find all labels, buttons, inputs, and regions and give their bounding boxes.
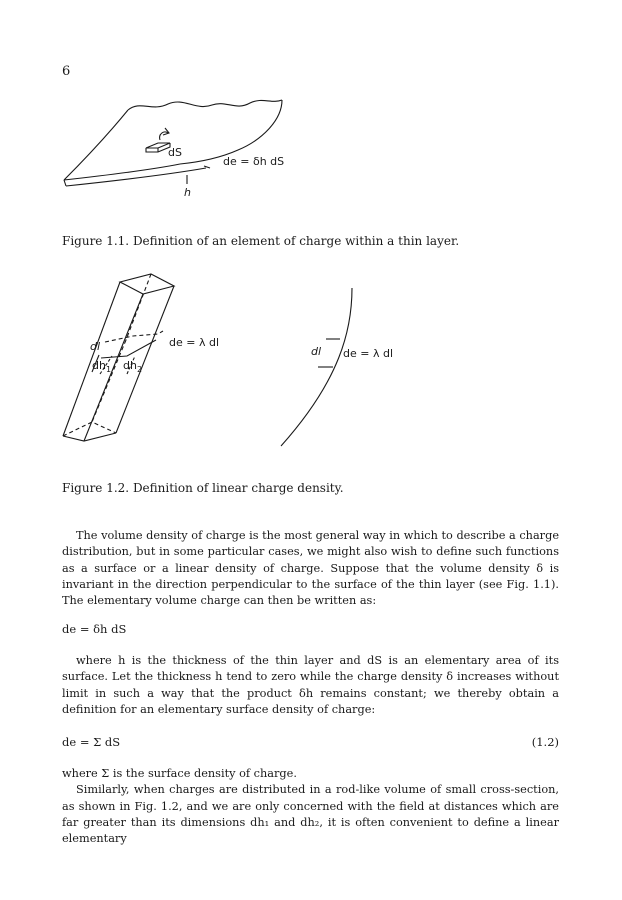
equation-2-text: de = Σ dS [62,735,121,749]
figure-1-2-dh1-label: $dh_1$ [92,359,112,374]
equation-2 [62,735,559,749]
paragraph-4-text: Similarly, when charges are distributed in a rod-like volume of small cross-section, as shown in Fig. 1.2, and we are only concerned with the field at distances which are far greater than its dimensions dh₁ and dh₂, it is often convenient to define a linear elementary [62,783,559,846]
thin-layer-top-edge [128,100,282,110]
figure-1-2-caption: Figure 1.2. Definition of linear charge density. [62,481,344,495]
figure-1-1-caption: Figure 1.1. Definition of an element of charge within a thin layer. [62,234,460,248]
surface-element-box [146,143,170,152]
figure-1-1-ds-label: dS [168,146,182,159]
equation-1-text: de = δh dS [62,622,127,636]
paragraph-1 [62,528,559,609]
paragraph-2 [62,653,559,718]
equation-1 [62,622,559,636]
figure-1-2-dl-right: dl [311,345,322,358]
thin-layer-front-top [64,164,180,180]
figure-1-2-dh2-label: $dh_2$ [123,359,143,374]
page-number: 6 [62,64,71,79]
equation-2-number: (1.2) [531,735,559,749]
paragraph-2-text: where h is the thickness of the thin layer and dS is an elementary area of its surface. Let the thickness h tend to zero while the charge density δ increases without limit in such a way that the product δh remains constant; we thereby obtain a definition for an elementary surface density of charge: [62,654,559,716]
figure-1-2-dl-left: dl [90,340,101,353]
figure-1-2-de-left: de = λ dl [169,336,220,349]
paragraph-1-text: The volume density of charge is the most general way in which to describe a charge distribution, but in some particular cases, we might also wish to define such functions as a surface or a linear density of charge. Suppose that the volume density δ is invariant in the direction perpendicular to the surface of the thin layer (see Fig. 1.1). The elementary volume charge can then be written as: [62,529,559,608]
figure-1-2-de-right: de = λ dl [343,347,394,360]
paragraph-3 [62,766,559,847]
paragraph-3-text: where Σ is the surface density of charge. [62,767,297,780]
thin-layer-left-edge [64,110,128,180]
figure-1-1-h-label: h [184,186,191,199]
figure-1-1-de-label: de = δh dS [223,155,285,168]
